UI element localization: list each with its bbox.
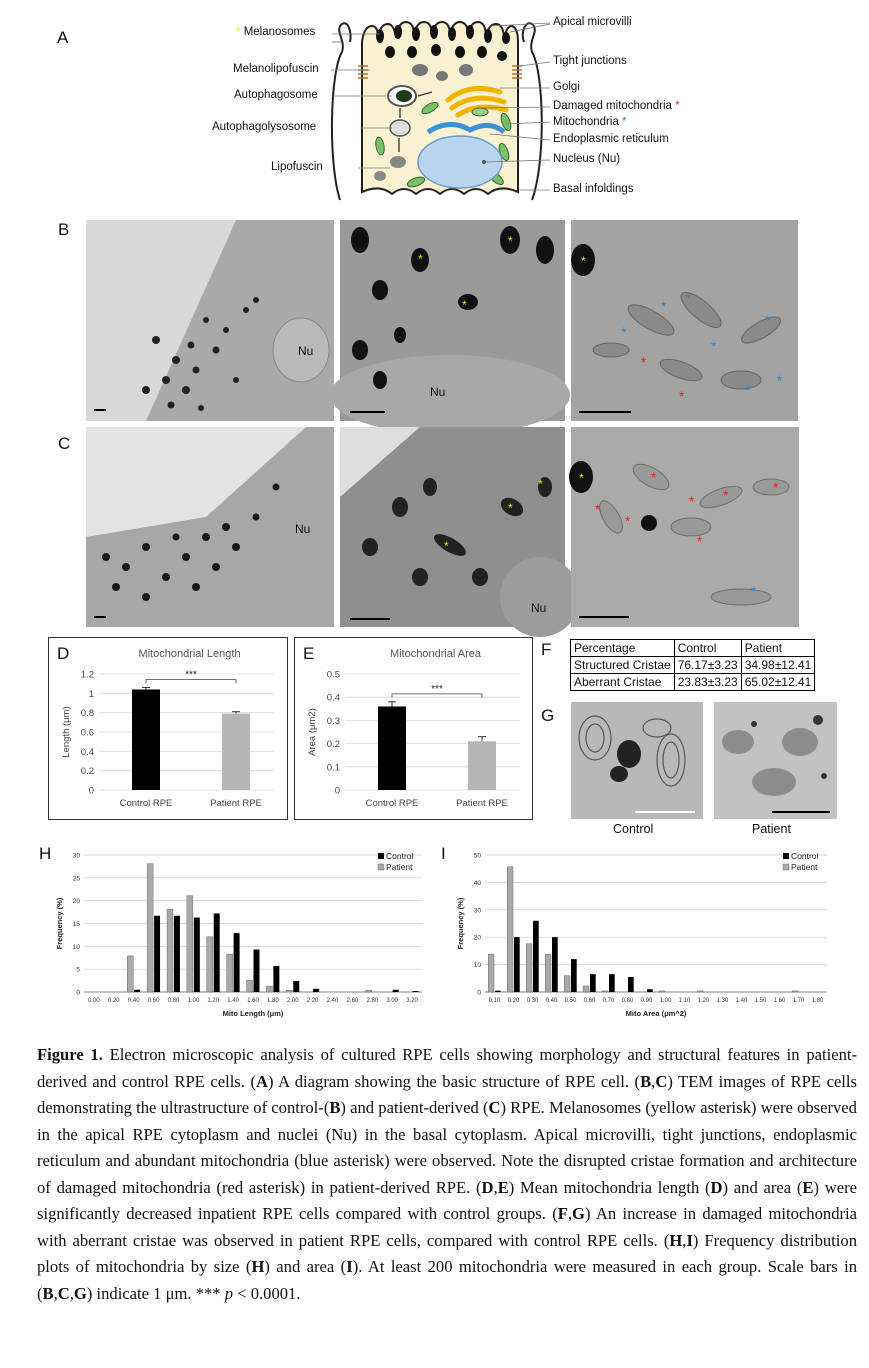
caption-text: , xyxy=(567,1204,573,1223)
yellow-asterisk-icon: * xyxy=(538,477,543,491)
y-tick-label: 40 xyxy=(473,879,481,887)
blue-asterisk-icon: * xyxy=(765,312,771,328)
histogram-bar xyxy=(526,944,532,992)
caption-text: ) Mean mitochondria length ( xyxy=(508,1177,711,1197)
y-tick-label: 5 xyxy=(76,966,80,974)
table-cell: 34.98±12.41 xyxy=(741,657,815,674)
significance-label: *** xyxy=(185,669,197,681)
x-tick-label: 2.80 xyxy=(366,998,379,1004)
x-tick-label: 1.00 xyxy=(659,998,672,1004)
histogram-bar xyxy=(647,989,653,992)
histogram-bar xyxy=(247,980,253,992)
red-asterisk-icon: * xyxy=(723,487,729,503)
x-axis-label: Mito Length (μm) xyxy=(222,1009,284,1018)
x-tick-label: 0.60 xyxy=(583,998,596,1004)
tem-image-b1 xyxy=(86,220,334,421)
tem-image-c2 xyxy=(340,427,565,627)
chart-d-box xyxy=(48,637,288,820)
panel-ref: I xyxy=(686,1230,693,1250)
histogram-bar xyxy=(659,991,665,992)
red-asterisk-icon: * xyxy=(689,493,695,509)
caption-text: , xyxy=(682,1230,687,1250)
red-asterisk-icon: * xyxy=(595,501,601,517)
panel-label-i: I xyxy=(441,844,446,863)
label-basal-infoldings: Basal infoldings xyxy=(553,183,634,195)
y-axis-label: Length (μm) xyxy=(61,706,72,758)
y-axis-label: Frequency (%) xyxy=(456,897,465,950)
x-tick-label: 2.40 xyxy=(326,998,339,1004)
blue-asterisk-icon: * xyxy=(711,338,717,354)
histogram-bar xyxy=(564,976,570,992)
histogram-bar xyxy=(792,991,798,992)
x-tick-label: 1.80 xyxy=(811,998,824,1004)
tem-image-g-patient xyxy=(714,702,837,819)
panel-ref: B xyxy=(640,1071,652,1091)
histogram-bar xyxy=(552,937,558,992)
table-cell: Aberrant Cristae xyxy=(571,674,675,691)
histogram-bar xyxy=(187,896,193,992)
panel-ref: E xyxy=(497,1177,509,1197)
chart-title: Mitochondrial Length xyxy=(138,648,241,660)
blue-asterisk-icon: * xyxy=(751,583,757,599)
panel-ref: C xyxy=(57,1283,70,1303)
histogram-bar xyxy=(413,991,419,992)
x-tick-label: 0.80 xyxy=(167,998,180,1004)
yellow-asterisk-icon: * xyxy=(508,501,513,515)
histogram-bar xyxy=(533,921,539,992)
label-golgi: Golgi xyxy=(553,81,580,93)
x-tick-label: 0.70 xyxy=(602,998,615,1004)
x-tick-label: 0.20 xyxy=(107,998,120,1004)
p-value-symbol: p xyxy=(224,1283,234,1303)
x-tick-label: 1.20 xyxy=(697,998,710,1004)
y-axis-label: Frequency (%) xyxy=(55,897,64,950)
y-tick-label: 0 xyxy=(76,989,80,997)
panel-label-c: C xyxy=(58,434,71,453)
x-tick-label: 1.40 xyxy=(735,998,748,1004)
x-tick-label: 1.00 xyxy=(187,998,200,1004)
x-tick-label: 1.30 xyxy=(716,998,729,1004)
histogram-bar xyxy=(495,991,501,992)
cristae-table xyxy=(570,639,815,691)
y-tick-label: 0 xyxy=(334,785,340,797)
bar xyxy=(132,689,160,790)
panel-label-a: A xyxy=(57,28,69,47)
panel-ref: H xyxy=(251,1257,265,1276)
red-asterisk-icon: * xyxy=(625,513,631,529)
legend-label: Patient xyxy=(386,862,413,872)
x-tick-label: 2.20 xyxy=(306,998,319,1004)
bar xyxy=(222,714,250,790)
panel-ref: G xyxy=(73,1283,87,1303)
x-tick-label: Patient RPE xyxy=(456,798,508,809)
table-row xyxy=(571,674,815,691)
histogram-bar xyxy=(602,991,608,992)
histogram-bar xyxy=(514,937,520,992)
y-tick-label: 10 xyxy=(72,943,80,951)
panel-ref: A xyxy=(256,1071,268,1091)
figure-caption xyxy=(37,1042,857,1307)
label-endoplasmic-reticulum: Endoplasmic reticulum xyxy=(553,133,669,145)
caption-text: ) TEM images of RPE cells demonstrating the ultrastructure of control-( xyxy=(37,1071,857,1117)
tem-image-c3 xyxy=(571,427,799,627)
caption-text: ) and area ( xyxy=(264,1257,347,1276)
panel-ref: C xyxy=(655,1071,668,1091)
yellow-asterisk-icon: * xyxy=(581,254,586,268)
histogram-bar xyxy=(697,991,703,992)
chart-d-svg xyxy=(49,638,287,819)
blue-asterisk-icon: * xyxy=(685,290,691,306)
x-tick-label: 0.90 xyxy=(640,998,653,1004)
histogram-bar xyxy=(507,867,513,992)
histogram-bar xyxy=(366,990,372,992)
panel-ref: I xyxy=(346,1257,353,1276)
table-header-cell: Percentage xyxy=(571,640,675,657)
nucleus-label: Nu xyxy=(531,601,547,615)
x-tick-label: 1.70 xyxy=(792,998,805,1004)
legend-label: Control xyxy=(791,851,819,861)
histogram-bar xyxy=(545,954,551,992)
y-tick-label: 0.1 xyxy=(326,762,340,774)
red-asterisk-icon: * xyxy=(679,388,685,404)
g-control-label: Control xyxy=(613,822,654,836)
x-tick-label: 0.50 xyxy=(564,998,577,1004)
histogram-bar xyxy=(174,916,180,992)
red-asterisk-icon: * xyxy=(675,100,680,112)
histogram-bar xyxy=(214,913,220,992)
panel-ref: B xyxy=(329,1098,341,1117)
panel-label-b: B xyxy=(58,220,70,239)
histogram-bar xyxy=(127,956,133,992)
histogram-bar xyxy=(583,986,589,992)
caption-text: , xyxy=(69,1283,74,1303)
panel-label-d: D xyxy=(57,644,70,663)
x-tick-label: Control RPE xyxy=(119,798,173,809)
histogram-bar xyxy=(393,990,399,992)
y-tick-label: 0.8 xyxy=(80,708,94,720)
yellow-asterisk-icon: * xyxy=(444,539,449,553)
blue-asterisk-icon: * xyxy=(622,116,627,128)
x-tick-label: 0.30 xyxy=(526,998,539,1004)
legend-swatch xyxy=(783,864,789,870)
table-header-cell: Control xyxy=(674,640,741,657)
y-tick-label: 0.6 xyxy=(80,727,94,739)
red-asterisk-icon: * xyxy=(651,469,657,485)
caption-text: ) An increase in damaged mitochondria with aberrant cristae was observed in patient RPE cells, compared with control RPE cells. ( xyxy=(37,1204,857,1250)
label-lipofuscin: Lipofuscin xyxy=(271,161,323,173)
histogram-bar xyxy=(254,950,260,992)
x-tick-label: 2.60 xyxy=(346,998,359,1004)
red-asterisk-icon: * xyxy=(697,533,703,549)
x-tick-label: 1.10 xyxy=(678,998,691,1004)
y-tick-label: 0 xyxy=(477,989,481,997)
nucleus-label: Nu xyxy=(430,385,446,399)
yellow-asterisk-icon: * xyxy=(579,471,584,485)
caption-text: , xyxy=(651,1071,656,1091)
caption-text: ). At least 200 mitochondria were measured in each group. Scale bars in ( xyxy=(37,1257,858,1303)
x-tick-label: 0.00 xyxy=(88,998,100,1004)
table-row xyxy=(571,657,815,674)
yellow-asterisk-icon: * xyxy=(418,252,423,266)
panel-label-e: E xyxy=(303,644,315,663)
histogram-bar xyxy=(194,918,200,992)
chart-h-svg xyxy=(56,846,428,1024)
table-header-cell: Patient xyxy=(741,640,815,657)
y-tick-label: 30 xyxy=(473,907,481,915)
red-asterisk-icon: * xyxy=(641,354,647,370)
nucleus-label: Nu xyxy=(295,522,311,536)
caption-text: ) Frequency distribution plots of mitochondria by size ( xyxy=(37,1230,857,1276)
table-cell: 23.83±3.23 xyxy=(674,674,741,691)
x-tick-label: 0.40 xyxy=(127,998,140,1004)
table-header-row xyxy=(571,640,815,657)
red-asterisk-icon: * xyxy=(773,479,779,495)
tem-image-b3 xyxy=(571,220,798,421)
x-tick-label: 0.80 xyxy=(621,998,634,1004)
histogram-bar xyxy=(571,959,577,992)
panel-label-f: F xyxy=(541,640,552,659)
histogram-bar xyxy=(286,990,292,992)
y-axis-label: Area (μm2) xyxy=(307,708,318,756)
bar xyxy=(378,706,406,790)
histogram-bar xyxy=(293,981,299,992)
histogram-bar xyxy=(313,989,319,992)
y-tick-label: 0.4 xyxy=(326,692,340,704)
tem-image-g-control xyxy=(571,702,703,819)
histogram-bar xyxy=(227,954,233,992)
panel-ref: D xyxy=(481,1177,494,1197)
x-tick-label: 1.50 xyxy=(754,998,767,1004)
x-tick-label: 2.00 xyxy=(286,998,299,1004)
y-tick-label: 0.2 xyxy=(326,739,340,751)
caption-text: , xyxy=(493,1177,498,1197)
caption-text: ) and area ( xyxy=(722,1177,803,1197)
blue-asterisk-icon: * xyxy=(777,372,783,388)
y-tick-label: 0 xyxy=(88,785,94,797)
y-tick-label: 15 xyxy=(72,921,80,928)
histogram-bar xyxy=(273,966,279,992)
y-tick-label: 0.2 xyxy=(80,766,94,778)
panel-ref: C xyxy=(488,1098,501,1117)
tem-image-b2 xyxy=(340,220,565,421)
diagram-leader-lines xyxy=(0,0,869,210)
y-tick-label: 1 xyxy=(88,688,94,700)
x-tick-label: 3.20 xyxy=(406,998,418,1004)
x-axis-label: Mito Area (μm^2) xyxy=(625,1009,687,1018)
y-tick-label: 20 xyxy=(72,898,80,906)
y-tick-label: 0.4 xyxy=(80,746,94,758)
y-tick-label: 0.5 xyxy=(326,669,340,681)
bar xyxy=(468,741,496,790)
y-tick-label: 50 xyxy=(473,852,481,860)
panel-label-h: H xyxy=(39,844,52,863)
y-tick-label: 30 xyxy=(72,852,80,860)
label-autophagosome: Autophagosome xyxy=(234,89,318,101)
histogram-bar xyxy=(590,974,596,992)
histogram-bar xyxy=(234,933,240,992)
label-mitochondria: Mitochondria * xyxy=(553,116,627,128)
x-tick-label: 1.40 xyxy=(227,998,239,1004)
x-tick-label: 1.60 xyxy=(247,998,259,1004)
caption-text: ) indicate 1 μm. *** xyxy=(86,1283,225,1303)
caption-text: ) were significantly decreased inpatient RPE cells compared with control groups. ( xyxy=(37,1177,857,1223)
chart-title: Mitochondrial Area xyxy=(389,648,482,660)
tem-image-c1 xyxy=(86,427,334,627)
blue-asterisk-icon: * xyxy=(621,324,627,340)
caption-text: ) and patient-derived ( xyxy=(340,1098,489,1117)
legend-swatch xyxy=(378,853,384,859)
figure-number: Figure 1. xyxy=(37,1045,103,1064)
histogram-bar xyxy=(134,990,140,992)
y-tick-label: 1.2 xyxy=(80,669,94,681)
histogram-bar xyxy=(488,954,494,992)
g-patient-label: Patient xyxy=(752,822,791,836)
chart-i-svg xyxy=(456,846,831,1024)
table-cell: 65.02±12.41 xyxy=(741,674,815,691)
x-tick-label: Patient RPE xyxy=(210,798,262,809)
x-tick-label: 0.40 xyxy=(545,998,558,1004)
legend-swatch xyxy=(783,853,789,859)
x-tick-label: 0.20 xyxy=(507,998,520,1004)
histogram-bar xyxy=(147,864,153,992)
panel-ref: G xyxy=(572,1204,585,1223)
panel-ref: D xyxy=(710,1177,723,1197)
label-autophagolysosome: Autophagolysosome xyxy=(212,121,317,133)
panel-ref: B xyxy=(42,1283,54,1303)
y-tick-label: 10 xyxy=(473,962,481,970)
histogram-bar xyxy=(167,909,173,992)
label-apical-microvilli: Apical microvilli xyxy=(553,16,632,28)
caption-text: , xyxy=(53,1283,58,1303)
histogram-bar xyxy=(154,916,160,992)
blue-asterisk-icon: * xyxy=(661,298,667,314)
histogram-bar xyxy=(207,937,213,992)
y-tick-label: 20 xyxy=(473,934,481,942)
label-damaged-mitochondria: Damaged mitochondria * xyxy=(553,100,680,112)
x-tick-label: 0.10 xyxy=(488,998,501,1004)
legend-label: Patient xyxy=(791,862,818,872)
histogram-bar xyxy=(628,977,634,992)
legend-swatch xyxy=(378,864,384,870)
label-nucleus: Nucleus (Nu) xyxy=(553,153,621,165)
caption-text: ) RPE. Melanosomes (yellow asterisk) were observed in the apical RPE cytoplasm and nuclei (Nu) in the basal cytoplasm. Apical microvilli, tight junctions, endoplasmic reticulum and abundant mitochondria (blue asterisk) were observed. Note the disrupted cristae formation and architecture of damaged mitochondria (red asterisk) in patient-derived RPE. ( xyxy=(37,1098,857,1197)
caption-text: ) A diagram showing the basic structure of RPE cell. ( xyxy=(267,1071,641,1091)
panel-ref: F xyxy=(557,1204,568,1223)
x-tick-label: 1.80 xyxy=(267,998,279,1004)
y-tick-label: 25 xyxy=(72,875,80,883)
table-cell: Structured Cristae xyxy=(571,657,675,674)
label-tight-junctions: Tight junctions xyxy=(553,55,627,67)
panel-label-g: G xyxy=(541,706,555,725)
histogram-bar xyxy=(266,986,272,992)
label-melanosomes: * Melanosomes xyxy=(236,26,316,38)
panel-ref: H xyxy=(669,1230,683,1250)
significance-label: *** xyxy=(431,683,443,695)
x-tick-label: Control RPE xyxy=(365,798,419,809)
histogram-bar xyxy=(609,974,615,992)
x-tick-label: 1.20 xyxy=(207,998,220,1004)
caption-text: Electron microscopic analysis of cultured RPE cells showing morphology and structural features in patient-derived and control RPE cells. ( xyxy=(37,1045,857,1091)
label-melanolipofuscin: Melanolipofuscin xyxy=(233,63,319,75)
caption-text: < 0.0001. xyxy=(233,1283,301,1303)
legend-label: Control xyxy=(386,851,414,861)
chart-e-box xyxy=(294,637,533,820)
x-tick-label: 0.60 xyxy=(147,998,160,1004)
panel-ref: E xyxy=(802,1177,814,1197)
nucleus-label: Nu xyxy=(298,344,314,358)
y-tick-label: 0.3 xyxy=(326,715,340,727)
x-tick-label: 1.60 xyxy=(773,998,786,1004)
yellow-asterisk-icon: * xyxy=(508,234,513,248)
yellow-asterisk-icon: * xyxy=(236,26,241,38)
blue-asterisk-icon: * xyxy=(745,382,751,398)
chart-e-svg xyxy=(295,638,532,819)
x-tick-label: 3.00 xyxy=(386,998,399,1004)
yellow-asterisk-icon: * xyxy=(462,298,467,312)
table-cell: 76.17±3.23 xyxy=(674,657,741,674)
